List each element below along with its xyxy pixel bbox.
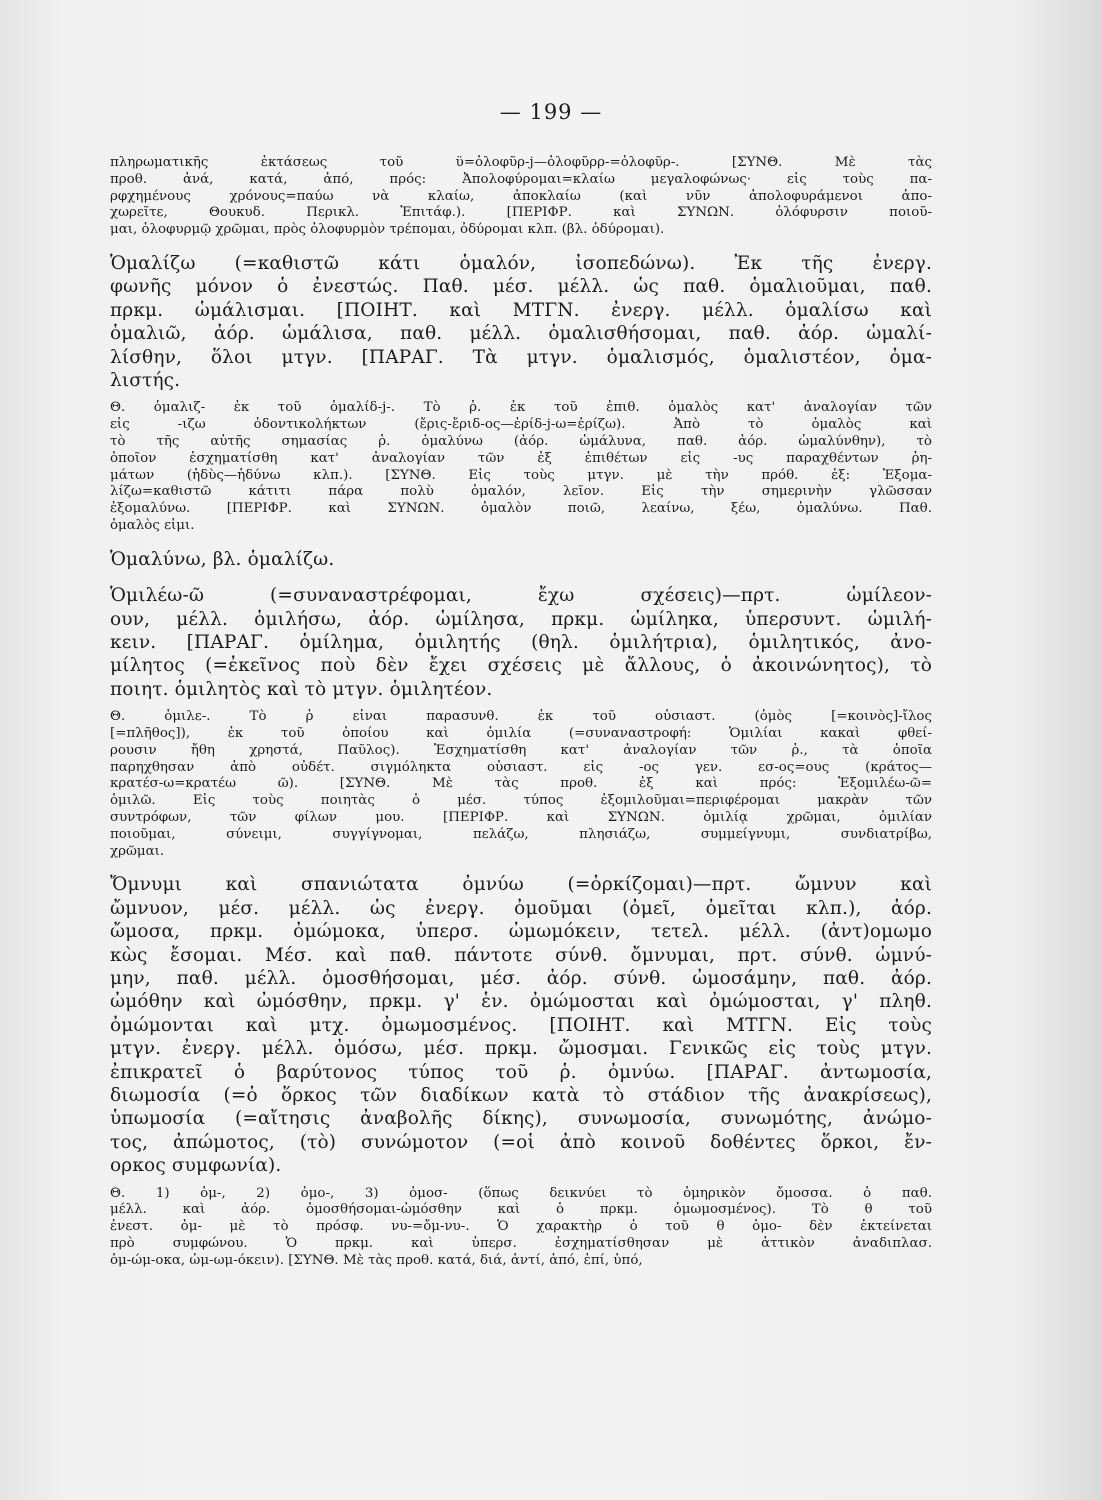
- text-line: ὁποῖον ἐσχηματίσθη κατ' ἀναλογίαν τῶν ἐξ ἐπιθέτων εἰς -υς παραχθέντων ῥη-: [110, 450, 932, 466]
- text-line: λίσθην, ὅλοι μτγν. [ΠΑΡΑΓ. Τὰ μτγν. ὁμαλισμός, ὁμαλιστέον, ὁμα-: [110, 346, 932, 368]
- text-line: παρηχθησαν ἀπὸ οὐδέτ. σιγμόληκτα οὐσιαστ. εἰς -ος γεν. εσ-ος=ους (κράτος—: [110, 759, 932, 775]
- text-line: μάτων (ἡδὺς—ἡδύνω κλπ.). [ΣΥΝΘ. Εἰς τοὺς μτγν. μὲ τὴν πρόθ. ἐξ: Ἐξομα-: [110, 467, 932, 483]
- text-line: ἐξομαλύνω. [ΠΕΡΙΦΡ. καὶ ΣΥΝΩΝ. ὁμαλὸν ποιῶ, λεαίνω, ξέω, ὁμαλύνω. Παθ.: [110, 501, 932, 517]
- text-line: ὁμαλὸς εἰμι.: [110, 518, 195, 533]
- text-line: τὸ τῆς αὐτῆς σημασίας ῥ. ὁμαλύνω (ἀόρ. ὡμάλυνα, παθ. ἀόρ. ὡμαλύνθην), τὸ: [110, 434, 932, 450]
- entry-paragraph: [110, 584, 932, 701]
- etymology-note: [110, 155, 932, 239]
- page-number: — 199 —: [499, 100, 603, 124]
- text-line: κειν. [ΠΑΡΑΓ. ὁμίλημα, ὁμιλητής (θηλ. ὁμιλήτρια), ὁμιλητικός, ἀνο-: [110, 632, 932, 654]
- etymology-note: [110, 1186, 932, 1270]
- text-line: ὤμνυον, μέσ. μέλλ. ὡς ἐνεργ. ὀμοῦμαι (ὀμεῖ, ὀμεῖται κλπ.), ἀόρ.: [110, 897, 932, 919]
- text-line: χωρεῖτε, Θουκυδ. Περικλ. Ἐπιτάφ.). [ΠΕΡΙΦΡ. καὶ ΣΥΝΩΝ. ὀλόφυρσιν ποιοῦ-: [110, 205, 932, 221]
- text-line: Ὁμαλύνω, βλ. ὁμαλίζω.: [110, 548, 335, 570]
- text-line: [=πλῆθος]), ἐκ τοῦ ὁποίου καὶ ὁμιλία (=συναναστροφή: Ὁμιλίαι κακαὶ φθεί-: [110, 726, 932, 742]
- text-line: λίζω=καθιστῶ κάτιτι πάρα πολὺ ὁμαλόν, λεῖον. Εἰς τὴν σημερινὴν γλῶσσαν: [110, 484, 932, 500]
- text-line: κὼς ἔσομαι. Μέσ. καὶ παθ. πάντοτε σύνθ. ὄμνυμαι, πρτ. σύνθ. ὠμνύ-: [110, 944, 932, 966]
- text-line: Ὁμιλέω-ῶ (=συναναστρέφομαι, ἔχω σχέσεις)—πρτ. ὡμίλεον-: [110, 585, 932, 607]
- block-gap: [110, 860, 932, 873]
- text-line: μην, παθ. μέλλ. ὀμοσθήσομαι, μέσ. ἀόρ. σύνθ. ὠμοσάμην, παθ. ἀόρ.: [110, 968, 932, 990]
- block-gap: [110, 571, 932, 584]
- text-line: προθ. ἀνά, κατά, ἀπό, πρός: Ἀπολοφύρομαι=κλαίω μεγαλοφώνως· εἰς τοὺς πα-: [110, 171, 932, 187]
- text-line: ὁμιλῶ. Εἰς τοὺς ποιητὰς ὁ μέσ. τύπος ἐξομιλοῦμαι=περιφέρομαι μακρὰν τῶν: [110, 793, 932, 809]
- entry-paragraph: [110, 548, 932, 571]
- text-line: ἐνεστ. ὀμ- μὲ τὸ πρόσφ. νυ-=ὄμ-νυ-. Ὁ χαρακτὴρ ὁ τοῦ θ ὀμο- δὲν ἐκτείνεται: [110, 1219, 932, 1235]
- text-line: ουν, μέλλ. ὁμιλήσω, ἀόρ. ὡμίλησα, πρκμ. ὡμίληκα, ὑπερσυντ. ὡμιλή-: [110, 608, 932, 630]
- text-line: ὤμοσα, πρκμ. ὀμώμοκα, ὑπερσ. ὠμωμόκειν, τετελ. μέλλ. (ἀντ)ομωμο: [110, 921, 932, 943]
- text-line: κρατέσ-ω=κρατέω ῶ). [ΣΥΝΘ. Μὲ τὰς προθ. ἐξ καὶ πρός: Ἐξομιλέω-ῶ=: [110, 776, 932, 792]
- text-line: Ὄμνυμι καὶ σπανιώτατα ὀμνύω (=ὁρκίζομαι)—πρτ. ὤμνυν καὶ: [110, 874, 932, 896]
- text-line: Θ. 1) ὀμ-, 2) ὀμο-, 3) ὀμοσ- (ὅπως δεικνύει τὸ ὁμηρικὸν ὄμοσσα. ὁ παθ.: [110, 1185, 932, 1201]
- text-block: [110, 155, 932, 1270]
- block-gap: [110, 239, 932, 252]
- text-line: συντρόφων, τῶν φίλων μου. [ΠΕΡΙΦΡ. καὶ ΣΥΝΩΝ. ὁμιλίᾳ χρῶμαι, ὁμιλίαν: [110, 810, 932, 826]
- text-line: ποιητ. ὁμιλητὸς καὶ τὸ μτγν. ὁμιλητέον.: [110, 678, 493, 700]
- text-line: πρκμ. ὡμάλισμαι. [ΠΟΙΗΤ. καὶ ΜΤΓΝ. ἐνεργ. μέλλ. ὁμαλίσω καὶ: [110, 299, 932, 321]
- text-line: ρφχημένους χρόνους=παύω νὰ κλαίω, ἀποκλαίω (καὶ νῦν ἀπολοφυράμενοι ἀπο-: [110, 188, 932, 204]
- text-line: ὠμόθην καὶ ὠμόσθην, πρκμ. γ' ἑν. ὀμώμοσται καὶ ὀμώμοσται, γ' πληθ.: [110, 991, 932, 1013]
- text-line: μίλητος (=ἐκεῖνος ποὺ δὲν ἔχει σχέσεις μὲ ἄλλους, ὁ ἀκοινώνητος), τὸ: [110, 655, 932, 677]
- block-gap: [110, 392, 932, 400]
- text-line: ἐπικρατεῖ ὁ βαρύτονος τύπος τοῦ ῥ. ὀμνύω. [ΠΑΡΑΓ. ἀντωμοσία,: [110, 1061, 932, 1083]
- text-line: τος, ἀπώμοτος, (τὸ) συνώμοτον (=οἱ ἀπὸ κοινοῦ δοθέντες ὅρκοι, ἔν-: [110, 1131, 932, 1153]
- text-line: ὀμ-ώμ-οκα, ὠμ-ωμ-όκειν). [ΣΥΝΘ. Μὲ τὰς προθ. κατά, διά, ἀντί, ἀπό, ἐπί, ὑπό,: [110, 1252, 643, 1268]
- text-line: ρουσιν ἤθη χρηστά, Παῦλος). Ἐσχηματίσθη κατ' ἀναλογίαν τῶν ῥ., τὰ ὁποῖα: [110, 742, 932, 758]
- block-gap: [110, 1178, 932, 1186]
- text-line: Ὁμαλίζω (=καθιστῶ κάτι ὁμαλόν, ἰσοπεδώνω). Ἐκ τῆς ἐνεργ.: [110, 252, 932, 274]
- text-line: ὁμαλιῶ, ἀόρ. ὡμάλισα, παθ. μέλλ. ὁμαλισθήσομαι, παθ. ἀόρ. ὡμαλί-: [110, 323, 932, 345]
- entry-paragraph: [110, 252, 932, 392]
- text-line: μαι, ὀλοφυρμῷ χρῶμαι, πρὸς ὀλοφυρμὸν τρέπομαι, ὀδύρομαι κλπ. (βλ. ὀδύρομαι).: [110, 222, 665, 238]
- etymology-note: [110, 709, 932, 860]
- block-gap: [110, 701, 932, 709]
- text-line: ποιοῦμαι, σύνειμι, συγγίγνομαι, πελάζω, πλησιάζω, συμμείγνυμι, συνδιατρίβω,: [110, 826, 932, 842]
- text-line: χρῶμαι.: [110, 843, 165, 859]
- text-line: ορκος συμφωνία).: [110, 1155, 282, 1177]
- text-line: πρὸ συμφώνου. Ὁ πρκμ. καὶ ὑπερσ. ἐσχηματίσθησαν μὲ ἀττικὸν ἀναδιπλασ.: [110, 1236, 932, 1252]
- entry-paragraph: [110, 873, 932, 1177]
- text-line: διωμοσία (=ὁ ὅρκος τῶν διαδίκων κατὰ τὸ στάδιον τῆς ἀνακρίσεως),: [110, 1085, 932, 1107]
- text-line: Θ. ὁμιλε-. Τὸ ῥ εἶναι παρασυνθ. ἐκ τοῦ οὐσιαστ. (ὁμὸς [=κοινὸς]-ἴλος: [110, 709, 932, 725]
- text-line: φωνῆς μόνον ὁ ἐνεστώς. Παθ. μέσ. μέλλ. ὡς παθ. ὁμαλιοῦμαι, παθ.: [110, 276, 932, 298]
- text-line: πληρωματικῆς ἐκτάσεως τοῦ ϋ=ὀλοφῦρ-j—ὀλοφῦρρ-=ὀλοφῦρ-. [ΣΥΝΘ. Μὲ τὰς: [110, 155, 932, 170]
- text-line: Θ. ὁμαλιζ- ἐκ τοῦ ὁμαλίδ-j-. Τὸ ῥ. ἐκ τοῦ ἐπιθ. ὁμαλὸς κατ' ἀναλογίαν τῶν: [110, 400, 932, 416]
- text-line: μέλλ. καὶ ἀόρ. ὀμοσθήσομαι-ὠμόσθην καὶ ὁ πρκμ. ὀμωμοσμένος). Τὸ θ τοῦ: [110, 1202, 932, 1218]
- text-line: ὑπωμοσία (=αἴτησις ἀναβολῆς δίκης), συνωμοσία, συνωμότης, ἀνώμο-: [110, 1108, 932, 1130]
- text-line: λιστής.: [110, 370, 181, 392]
- text-line: εἰς -ιζω ὀδοντικολήκτων (ἔρις-ἔριδ-ος—ἐρίδ-j-ω=ἐρίζω). Ἀπὸ τὸ ὁμαλὸς καὶ: [110, 417, 932, 433]
- block-gap: [110, 535, 932, 548]
- text-line: μτγν. ἐνεργ. μέλλ. ὀμόσω, μέσ. πρκμ. ὤμοσμαι. Γενικῶς εἰς τοὺς μτγν.: [110, 1038, 932, 1060]
- text-line: ὀμώμονται καὶ μτχ. ὀμωμοσμένος. [ΠΟΙΗΤ. καὶ ΜΤΓΝ. Εἰς τοὺς: [110, 1014, 932, 1036]
- etymology-note: [110, 400, 932, 534]
